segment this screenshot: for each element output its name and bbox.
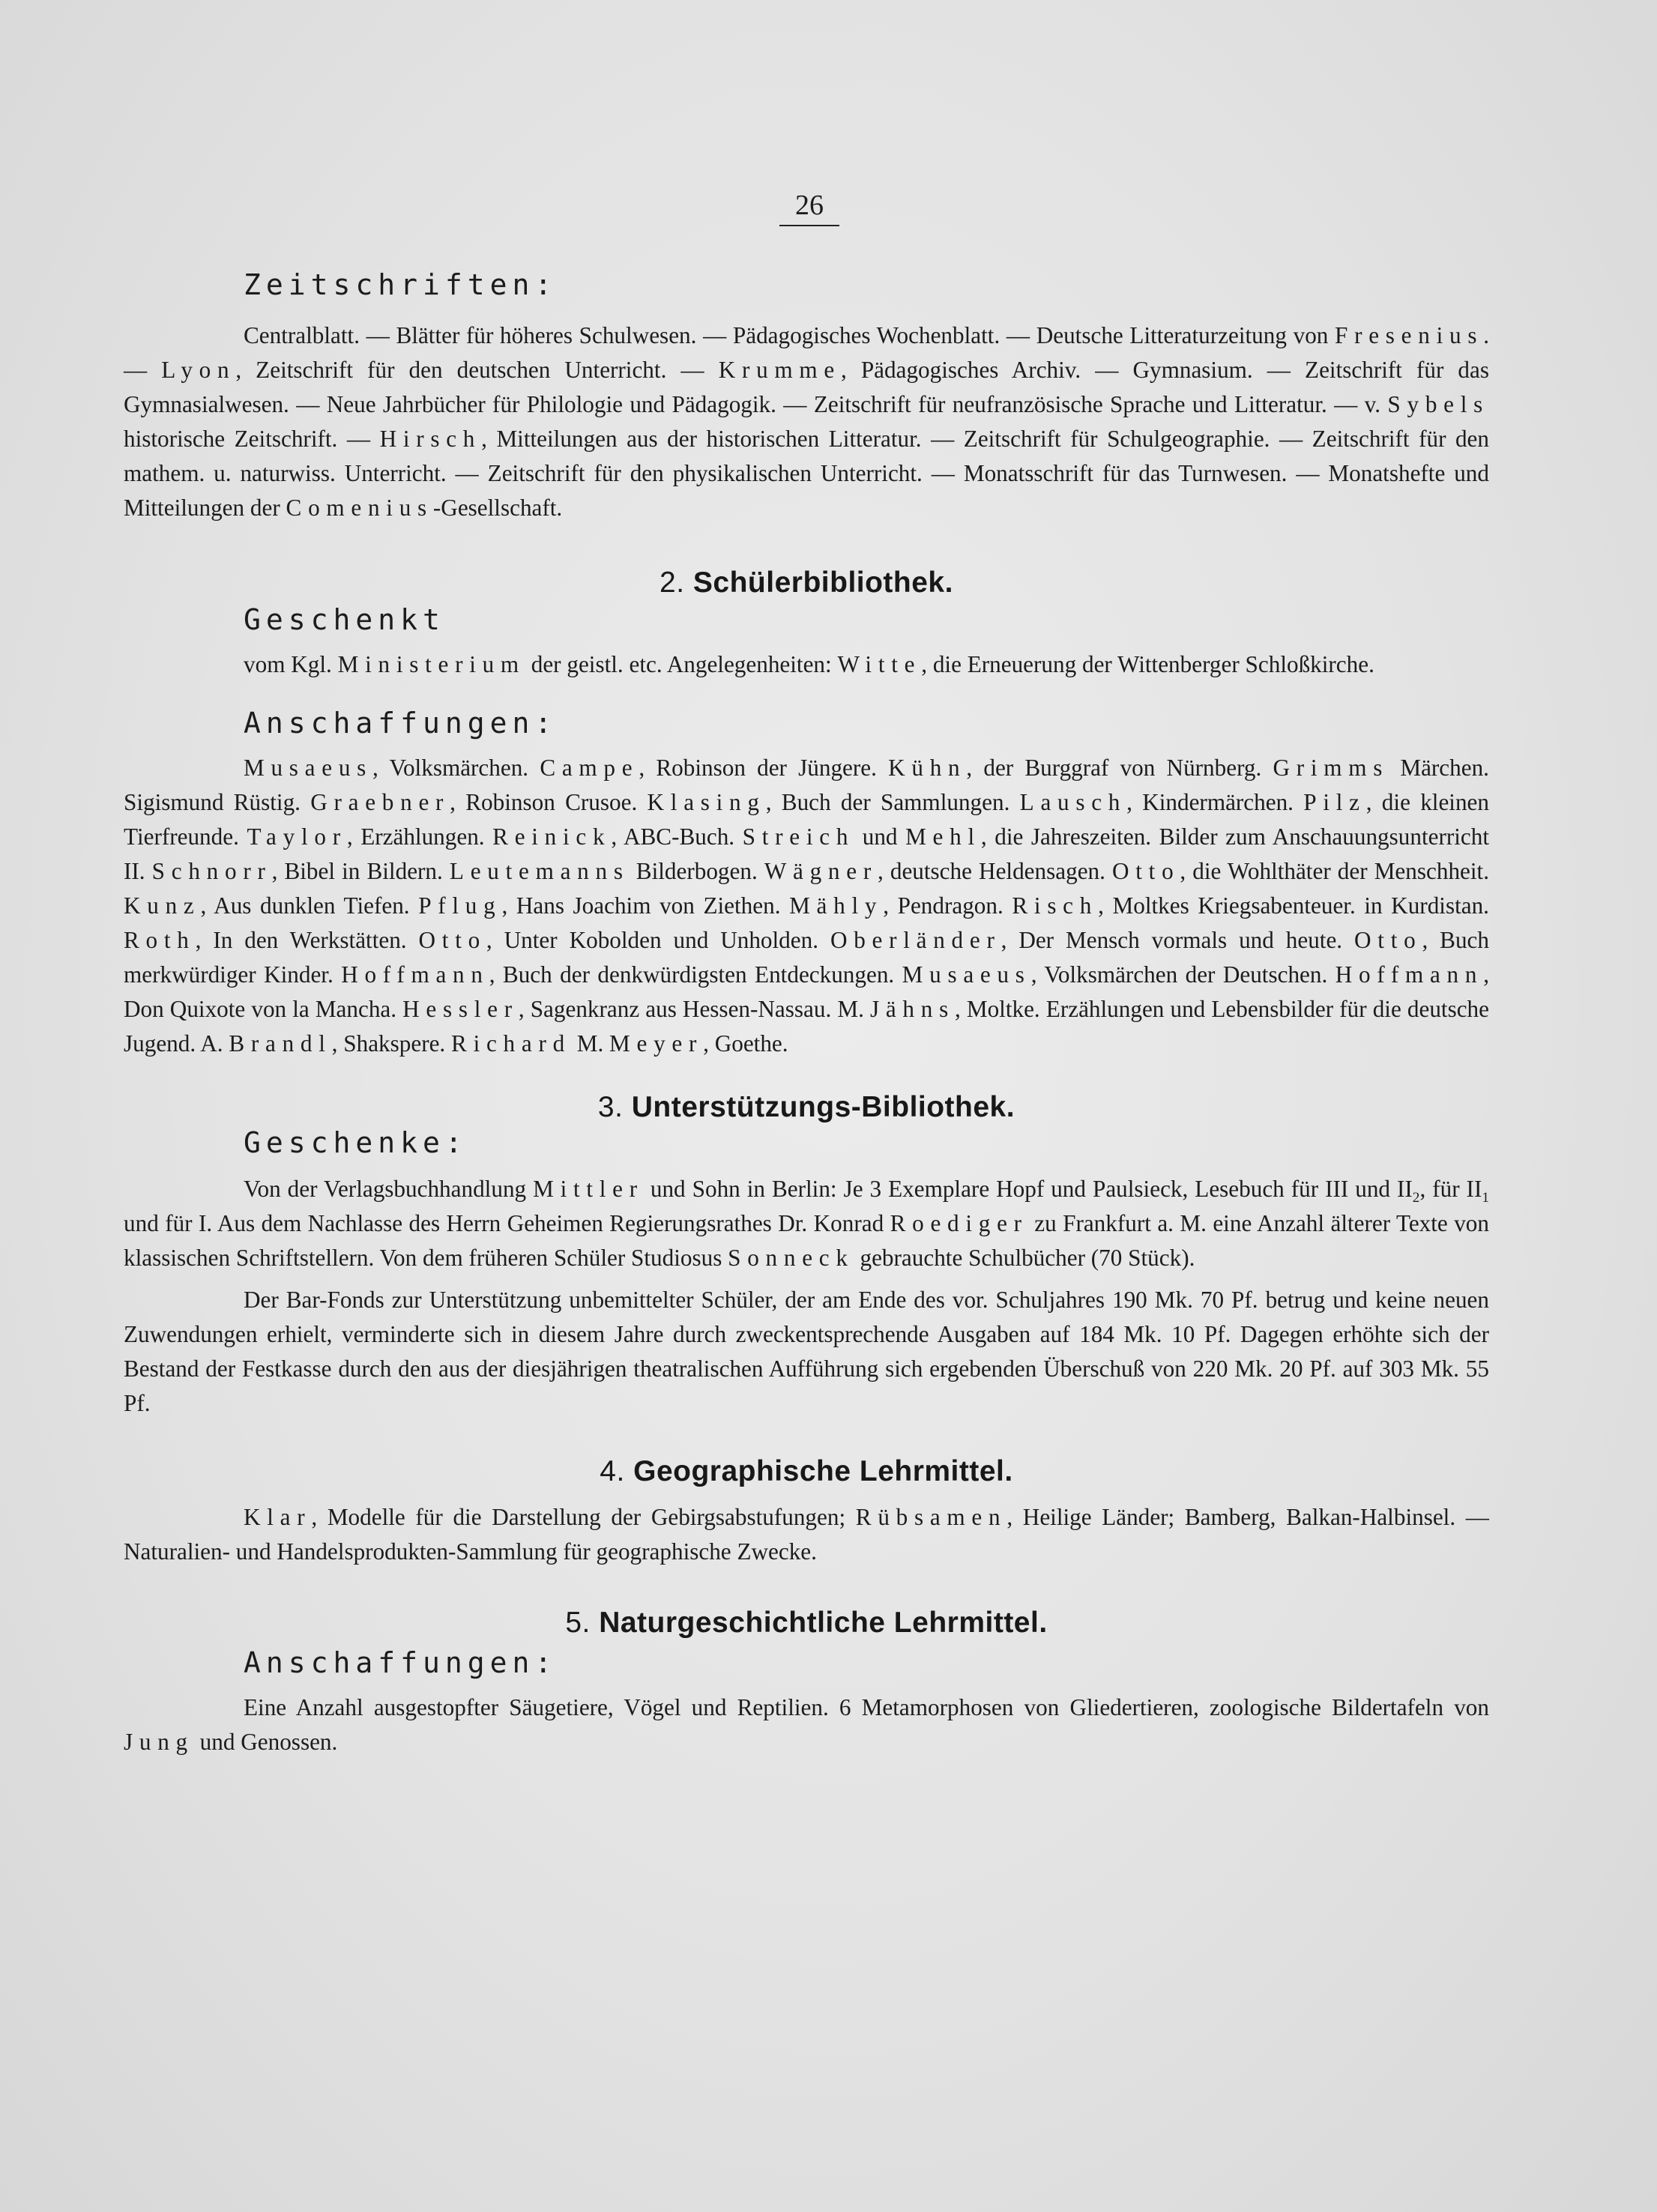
- spaced-name: Otto: [1354, 927, 1422, 953]
- page-content: [124, 266, 1489, 1759]
- text-run: , Heilige Länder; Bamberg, Balkan-Halbinsel. — Naturalien- und Handelsprodukten-Sammlung für geographische Zwecke.: [124, 1504, 1489, 1565]
- spaced-name: Pflug: [418, 892, 502, 919]
- text-run: , Der Mensch vormals und heute.: [1000, 927, 1355, 953]
- geschenkt-heading: Geschenkt: [244, 603, 445, 636]
- section-title-text: Geographische Lehrmittel.: [633, 1455, 1013, 1487]
- geschenkt-paragraph: [124, 647, 1489, 682]
- spaced-name: Sybels: [1387, 391, 1489, 417]
- text-run: , Buch der denkwürdigsten Entdeckungen.: [489, 961, 902, 988]
- spaced-name: Mähly: [789, 892, 884, 919]
- text-run: , Pendragon.: [883, 892, 1012, 919]
- section-title-geographische: [124, 1455, 1489, 1488]
- geographische-paragraph: [124, 1500, 1489, 1569]
- spaced-name: Otto: [1112, 858, 1180, 884]
- section-title-text: Naturgeschichtliche Lehrmittel.: [599, 1607, 1048, 1639]
- bar-fonds-paragraph: [124, 1283, 1489, 1421]
- text-run: , Don Quixote von la Mancha.: [124, 961, 1489, 1022]
- text-run: , Mitteilungen aus der historischen Litteratur. — Zeitschrift für Schulgeographie. — Zeitschrift für den mathem. u. naturwiss. Unterricht. — Zeitschrift für den physikalischen Unterricht. — Monatsschrift für das Turnwesen. — Monatshefte und Mitteilungen der: [124, 426, 1489, 521]
- section-title-unterstuetzung: [124, 1091, 1489, 1124]
- text-run: , Buch der Sammlungen.: [765, 789, 1020, 815]
- zeitschriften-heading: Zeitschriften:: [244, 268, 558, 301]
- text-run: und Genossen.: [193, 1729, 338, 1755]
- anschaffungen-heading: Anschaffungen:: [244, 707, 558, 740]
- text-run: , Buch merkwürdiger Kinder.: [124, 927, 1489, 988]
- spaced-name: Schnorr: [151, 858, 272, 884]
- spaced-name: Oberländer: [830, 927, 1001, 953]
- section-number: 3.: [597, 1091, 624, 1123]
- text-run: , Hans Joachim von Ziethen.: [501, 892, 790, 919]
- spaced-name: Ministerium: [337, 651, 525, 677]
- text-run: , Modelle für die Darstellung der Gebirgsabstufungen;: [311, 1504, 856, 1530]
- text-run: , Moltke. Erzählungen und Lebensbilder für die deutsche Jugend. A.: [124, 996, 1489, 1057]
- naturgeschichtliche-anschaffungen-heading: Anschaffungen:: [244, 1646, 558, 1679]
- text-run: M.: [570, 1030, 610, 1057]
- text-run: Der Bar-Fonds zur Unterstützung unbemittelter Schüler, der am Ende des vor. Schuljahres 190 Mk. 70 Pf. betrug und keine neuen Zuwendungen erhielt, verminderte sich in diesem Jahre durch zweckentsprechende Ausgaben auf 184 Mk. 10 Pf. Dagegen erhöhte sich der Bestand der Festkasse durch den aus der diesjährigen theatralischen Aufführung sich ergebenden Überschuß von 220 Mk. 20 Pf. auf 303 Mk. 55 Pf.: [124, 1287, 1489, 1416]
- spaced-name: Sonneck: [728, 1245, 854, 1271]
- section-number: 2.: [660, 566, 685, 599]
- spaced-name: Leutemanns: [449, 858, 630, 884]
- text-run: Eine Anzahl ausgestopfter Säugetiere, Vögel und Reptilien. 6 Metamorphosen von Gliedertieren, zoologische Bildertafeln von: [244, 1694, 1489, 1720]
- text-run: , der Burggraf von Nürnberg.: [966, 755, 1273, 781]
- spaced-name: Pilz: [1303, 789, 1366, 815]
- text-run: gebrauchte Schulbücher (70 Stück).: [854, 1245, 1195, 1271]
- spaced-name: Reinick: [492, 824, 612, 850]
- spaced-name: Meyer: [609, 1030, 704, 1057]
- text-run: , die Erneuerung der Wittenberger Schloßkirche.: [921, 651, 1374, 677]
- text-run: , ABC-Buch.: [611, 824, 743, 850]
- spaced-name: Wägner: [764, 858, 878, 884]
- spaced-name: Taylor: [247, 824, 347, 850]
- text-run: , Robinson der Jüngere.: [639, 755, 889, 781]
- text-run: , die Wohlthäter der Menschheit.: [1180, 858, 1490, 884]
- text-run: , deutsche Heldensagen.: [877, 858, 1113, 884]
- section-title-naturgeschichtliche: [124, 1607, 1489, 1640]
- text-run: , für II: [1419, 1176, 1482, 1202]
- text-run: Märchen. Sigismund Rüstig.: [124, 755, 1489, 815]
- spaced-name: Witte: [837, 651, 922, 677]
- spaced-name: Lyon: [161, 357, 236, 383]
- section-title-schuelerbibliothek: [124, 566, 1489, 599]
- zeitschriften-paragraph: [124, 318, 1489, 525]
- spaced-name: Klar: [244, 1504, 312, 1530]
- spaced-name: Jähns: [869, 996, 955, 1022]
- text-run: , Erzählungen.: [346, 824, 493, 850]
- text-run: , Volksmärchen der Deutschen.: [1030, 961, 1335, 988]
- text-run: Centralblatt. — Blätter für höheres Schulwesen. — Pädagogisches Wochenblatt. — Deutsche Litteraturzeitung von: [244, 322, 1335, 348]
- page-number: 26: [779, 189, 839, 226]
- naturgeschichtliche-paragraph: [124, 1690, 1489, 1759]
- text-run: der geistl. etc. Angelegenheiten:: [525, 651, 838, 677]
- spaced-name: Brandl: [229, 1030, 332, 1057]
- spaced-name: Hirsch: [379, 426, 482, 452]
- text-run: . —: [124, 322, 1489, 383]
- spaced-name: Comenius: [286, 495, 433, 521]
- text-run: , die kleinen Tierfreunde.: [124, 789, 1489, 850]
- spaced-name: Campe: [540, 755, 639, 781]
- text-run: zu Frankfurt a. M. eine Anzahl älterer Texte von klassischen Schriftstellern. Von dem früheren Schüler Studiosus: [124, 1210, 1489, 1271]
- spaced-name: Hessler: [402, 996, 519, 1022]
- text-run: und Sohn in Berlin: Je 3 Exemplare Hopf und Paulsieck, Lesebuch für III und II: [643, 1176, 1413, 1202]
- text-run: Bilderbogen.: [629, 858, 764, 884]
- anschaffungen-paragraph: [124, 751, 1489, 1061]
- text-run: vom Kgl.: [244, 651, 338, 677]
- text-run: , Goethe.: [703, 1030, 788, 1057]
- spaced-name: Roediger: [890, 1210, 1028, 1236]
- subscript: 2: [1412, 1190, 1420, 1206]
- spaced-name: Grimms: [1273, 755, 1389, 781]
- section-number: 5.: [565, 1607, 591, 1639]
- spaced-name: Hoffmann: [341, 961, 489, 988]
- spaced-name: Musaeus: [244, 755, 373, 781]
- spaced-name: Musaeus: [902, 961, 1031, 988]
- text-run: , Aus dunklen Tiefen.: [200, 892, 419, 919]
- spaced-name: Hoffmann: [1335, 961, 1484, 988]
- text-run: , Sagenkranz aus Hessen-Nassau. M.: [518, 996, 870, 1022]
- text-run: , die Jahreszeiten. Bilder zum Anschauungsunterricht II.: [124, 824, 1489, 884]
- text-run: historische Zeitschrift. —: [124, 426, 380, 452]
- spaced-name: Richard: [451, 1030, 571, 1057]
- spaced-name: Kühn: [888, 755, 967, 781]
- spaced-name: Roth: [124, 927, 196, 953]
- spaced-name: Kunz: [124, 892, 201, 919]
- spaced-name: Lausch: [1019, 789, 1127, 815]
- spaced-name: Jung: [124, 1729, 194, 1755]
- section-number: 4.: [600, 1455, 625, 1487]
- spaced-name: Mehl: [905, 824, 981, 850]
- spaced-name: Krumme: [718, 357, 841, 383]
- subscript: 1: [1482, 1190, 1489, 1206]
- text-run: , Unter Kobolden und Unholden.: [486, 927, 830, 953]
- spaced-name: Klasing: [647, 789, 766, 815]
- text-run: , Kindermärchen.: [1126, 789, 1304, 815]
- spaced-name: Graebner: [310, 789, 450, 815]
- text-run: , Shakspere.: [331, 1030, 452, 1057]
- spaced-name: Streich: [742, 824, 855, 850]
- text-run: -Gesellschaft.: [432, 495, 563, 521]
- text-run: , Pädagogisches Archiv. — Gymnasium. — Zeitschrift für das Gymnasialwesen. — Neue Jahrbücher für Philologie und Pädagogik. — Zeitschrift für neufranzösische Sprache und Litteratur. — v.: [124, 357, 1489, 417]
- spaced-name: Fresenius: [1335, 322, 1484, 348]
- text-run: , Robinson Crusoe.: [450, 789, 648, 815]
- text-run: Von der Verlagsbuchhandlung: [244, 1176, 534, 1202]
- text-run: und: [854, 824, 906, 850]
- spaced-name: Mittler: [533, 1176, 644, 1202]
- text-run: , Bibel in Bildern.: [271, 858, 450, 884]
- spaced-name: Rübsamen: [855, 1504, 1007, 1530]
- text-run: , Moltkes Kriegsabenteuer. in Kurdistan.: [1098, 892, 1489, 919]
- text-run: und für I. Aus dem Nachlasse des Herrn Geheimen Regierungsrathes Dr. Konrad: [124, 1210, 890, 1236]
- geschenke-heading: Geschenke:: [244, 1126, 468, 1159]
- section-title-text: Unterstützungs-Bibliothek.: [631, 1091, 1015, 1123]
- text-run: , In den Werkstätten.: [195, 927, 419, 953]
- spaced-name: Otto: [418, 927, 486, 953]
- text-run: , Volksmärchen.: [372, 755, 540, 781]
- spaced-name: Risch: [1012, 892, 1099, 919]
- text-run: , Zeitschrift für den deutschen Unterricht. —: [235, 357, 719, 383]
- section-title-text: Schülerbibliothek.: [692, 566, 953, 599]
- geschenke-paragraph: [124, 1172, 1489, 1275]
